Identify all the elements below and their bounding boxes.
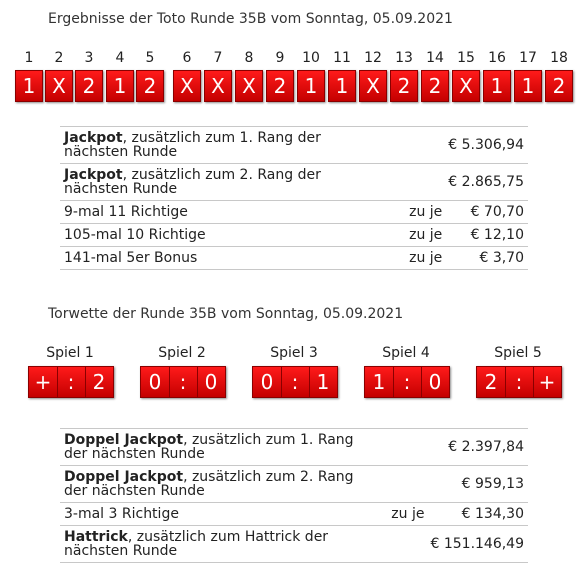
game-number: 14 [426,50,444,66]
game-number: 7 [213,50,223,66]
prize-zuje [370,526,426,563]
tip-box: X [45,70,73,102]
game-number: 17 [519,50,537,66]
prize-zuje [388,127,444,164]
tip-box: 2 [545,70,573,102]
game-label: Spiel 5 [494,345,542,361]
game-number: 18 [550,50,568,66]
tip-box: 2 [75,70,103,102]
prize-amount: € 151.146,49 [426,526,528,563]
score-box [140,366,226,398]
prize-row [60,526,528,563]
prize-label-bold: Jackpot [64,130,123,146]
score-box [364,366,450,398]
game-number: 10 [302,50,320,66]
score-home: 2 [484,370,498,394]
toto-prize-table [60,126,528,270]
score-home: + [34,370,52,394]
game-number: 11 [333,50,351,66]
prize-label-bold: Doppel Jackpot [64,432,184,448]
prize-description [60,164,388,201]
tip-box: 1 [106,70,134,102]
tip-box: 1 [483,70,511,102]
game-number: 12 [364,50,382,66]
prize-label-text: , zusätzlich zum 1. Rang der nächsten Runde [64,432,354,462]
prize-amount: € 2.865,75 [444,164,528,201]
prize-label-text: , zusätzlich zum 2. Rang der nächsten Runde [64,469,354,499]
tip-box: 1 [15,70,43,102]
prize-row [60,503,528,526]
prize-row [60,247,528,270]
score-separator: : [515,370,523,394]
score-box [252,366,338,398]
prize-zuje [370,466,426,503]
prize-description [60,503,370,526]
prize-zuje [370,429,426,466]
prize-description [60,247,388,270]
score-home: 0 [148,370,162,394]
prize-zuje: zu je [370,503,426,526]
score-box [28,366,114,398]
prize-amount: € 70,70 [444,201,528,224]
game-number: 8 [244,50,254,66]
tip-box: 2 [136,70,164,102]
game-label: Spiel 3 [270,345,318,361]
tip-box: X [235,70,263,102]
prize-label-bold: Doppel Jackpot [64,469,184,485]
game-number: 9 [275,50,285,66]
score-home: 1 [372,370,386,394]
prize-description [60,466,370,503]
prize-zuje: zu je [388,201,444,224]
game-number: 15 [457,50,475,66]
tip-box: 2 [421,70,449,102]
toto-game-numbers [0,50,579,68]
score-away: 1 [316,370,330,394]
toto-tips [0,70,579,104]
tip-box: 2 [390,70,418,102]
prize-zuje [388,164,444,201]
prize-row [60,429,528,466]
torwette-prize-table [60,428,528,563]
game-number: 2 [54,50,64,66]
prize-label-text: , zusätzlich zum Hattrick der nächsten Runde [64,529,329,559]
prize-zuje: zu je [388,224,444,247]
prize-label-text: , zusätzlich zum 2. Rang der nächsten Runde [64,167,321,197]
prize-amount: € 2.397,84 [426,429,528,466]
tip-box: 1 [514,70,542,102]
game-number: 16 [488,50,506,66]
prize-amount: € 959,13 [426,466,528,503]
tip-box: X [204,70,232,102]
prize-label-text: 105-mal 10 Richtige [64,227,206,243]
score-separator: : [291,370,299,394]
prize-amount: € 12,10 [444,224,528,247]
game-number: 6 [182,50,192,66]
tip-box: X [452,70,480,102]
game-label: Spiel 1 [46,345,94,361]
prize-description [60,127,388,164]
prize-amount: € 5.306,94 [444,127,528,164]
prize-label-text: 141-mal 5er Bonus [64,250,198,266]
score-away: 0 [204,370,218,394]
score-away: 0 [428,370,442,394]
game-label: Spiel 2 [158,345,206,361]
prize-row [60,466,528,503]
prize-amount: € 134,30 [426,503,528,526]
game-number: 3 [84,50,94,66]
prize-row [60,201,528,224]
prize-amount: € 3,70 [444,247,528,270]
prize-row [60,127,528,164]
game-label: Spiel 4 [382,345,430,361]
score-separator: : [179,370,187,394]
tip-box: 2 [266,70,294,102]
score-separator: : [403,370,411,394]
prize-description [60,429,370,466]
prize-zuje: zu je [388,247,444,270]
prize-description [60,526,370,563]
torwette-heading: Torwette der Runde 35B vom Sonntag, 05.09.2021 [48,306,404,322]
toto-heading: Ergebnisse der Toto Runde 35B vom Sonntag, 05.09.2021 [48,11,453,27]
prize-description [60,224,388,247]
score-home: 0 [260,370,274,394]
prize-label-text: 9-mal 11 Richtige [64,204,188,220]
prize-row [60,164,528,201]
score-away: + [538,370,556,394]
prize-row [60,224,528,247]
score-box [476,366,562,398]
prize-label-bold: Jackpot [64,167,123,183]
game-number: 1 [24,50,34,66]
prize-description [60,201,388,224]
prize-label-text: , zusätzlich zum 1. Rang der nächsten Runde [64,130,321,160]
prize-label-bold: Hattrick [64,529,128,545]
tip-box: X [173,70,201,102]
score-separator: : [67,370,75,394]
tip-box: 1 [328,70,356,102]
prize-label-text: 3-mal 3 Richtige [64,506,179,522]
tip-box: 1 [297,70,325,102]
game-number: 4 [115,50,125,66]
tip-box: X [359,70,387,102]
game-number: 13 [395,50,413,66]
score-away: 2 [92,370,106,394]
game-number: 5 [145,50,155,66]
